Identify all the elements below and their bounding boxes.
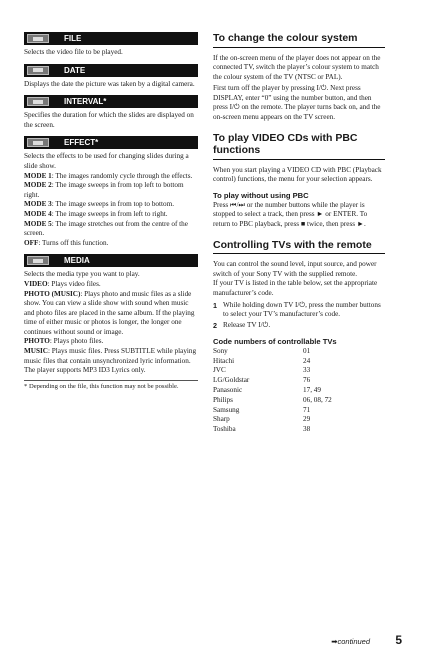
vcd-p1: When you start playing a VIDEO CD with PBC (Playback control) functions, the menu for your selection appears. [213,165,382,184]
right-column [213,32,385,444]
effect-mode-5: MODE 5: The image stretches out from the centre of the screen. [24,219,188,238]
effect-label: EFFECT* [64,138,99,148]
date-desc: Displays the date the picture was taken by a digital camera. [24,79,195,88]
footnote: * Depending on the file, this function may not be possible. [24,382,179,390]
media-photo-music: PHOTO (MUSIC): Plays photo and music files as a slide show. You can view a slide show with sound when music and photo files are placed in the same album. If the playing time of either music or photos is longer, the longer one continues without sound or image. [24,289,195,336]
media-block [24,270,198,376]
footnote-divider [24,380,198,381]
tv-section [213,239,385,435]
codes-title: Code numbers of controllable TVs [213,336,337,346]
table-row: Samsung 71 [213,405,311,414]
left-column [24,32,198,391]
vcd-section [213,132,385,230]
date-header [24,64,198,77]
media-music: MUSIC: Plays music files. Press SUBTITLE while playing music files that contain unsynchronized lyric information. The player supports MP3 ID3 Lyrics only. [24,347,197,375]
table-row: LG/Goldstar 76 [213,376,311,385]
media-label: MEDIA [64,256,90,266]
interval-desc: Specifies the duration for which the slides are displayed on the screen. [24,111,194,129]
table-row: Toshiba 38 [213,425,311,434]
file-icon [27,34,49,43]
table-row: Sharp 29 [213,415,311,424]
effect-block [24,152,198,248]
media-video: VIDEO: Plays video files. [24,279,101,288]
media-desc: Selects the media type you want to play. [24,270,140,279]
continued-label: ➡continued [331,637,370,646]
colour-heading: To change the colour system [213,32,385,48]
tv-heading: Controlling TVs with the remote [213,239,385,255]
colour-p1: If the on-screen menu of the player does not appear on the connected TV, switch the player’s colour system to match the colour system of the TV (NTSC or PAL). [213,53,381,81]
table-row: Panasonic 17, 49 [213,385,321,394]
page-number: 5 [395,633,402,647]
date-label: DATE [64,65,86,75]
effect-desc: Selects the effects to be used for changing slides during a slide show. [24,152,189,170]
file-desc: Selects the video file to be played. [24,48,123,56]
interval-label: INTERVAL* [64,97,107,107]
media-header [24,254,198,267]
table-row: JVC 33 [213,366,311,375]
colour-section [213,32,385,123]
file-header [24,32,198,45]
vcd-subheading: To play without using PBC [213,190,309,200]
effect-mode-off: OFF: Turns off this function. [24,238,109,247]
effect-mode-4: MODE 4: The image sweeps in from left to right. [24,209,168,218]
tv-p2: If your TV is listed in the table below, set the appropriate manufacturer’s code. [213,279,378,297]
media-photo: PHOTO: Plays photo files. [24,337,104,346]
tv-codes-table [213,347,332,435]
vcd-heading: To play VIDEO CDs with PBC functions [213,132,385,160]
tv-p1: You can control the sound level, input source, and power switch of your Sony TV with the supplied remote. [213,260,377,278]
effect-mode-1: MODE 1: The images randomly cycle through the effects. [24,171,193,180]
effect-mode-3: MODE 3: The image sweeps in from top to bottom. [24,200,174,209]
interval-icon [27,97,49,106]
table-row: Philips 06, 08, 72 [213,395,332,404]
file-label: FILE [64,34,82,43]
table-row: Hitachi 24 [213,356,311,365]
effect-header [24,136,198,149]
table-row: Sony 01 [213,346,311,355]
date-icon [27,66,49,75]
interval-header [24,95,198,108]
effect-icon [27,138,49,147]
tv-step-2: 2 Release TV I/⏻. [213,321,271,331]
tv-step-1: 1 While holding down TV I/⏻, press the number buttons to select your TV’s manufacturer’s code. [213,300,381,318]
vcd-p2: Press ⏮/⏭ or the number buttons while the player is stopped to select a track, then press ► or ENTER. To return to PBC playback, press ■ twice, then press ►. [213,200,368,229]
media-icon [27,256,49,265]
colour-p2: First turn off the player by pressing I/⏻. Next press DISPLAY, enter “0” using the number button, and then press I/⏻ on the remote. The player turns back on, and the on-screen menu appears on the TV screen. [213,84,381,122]
effect-mode-2: MODE 2: The image sweeps in from top left to bottom right. [24,181,184,199]
